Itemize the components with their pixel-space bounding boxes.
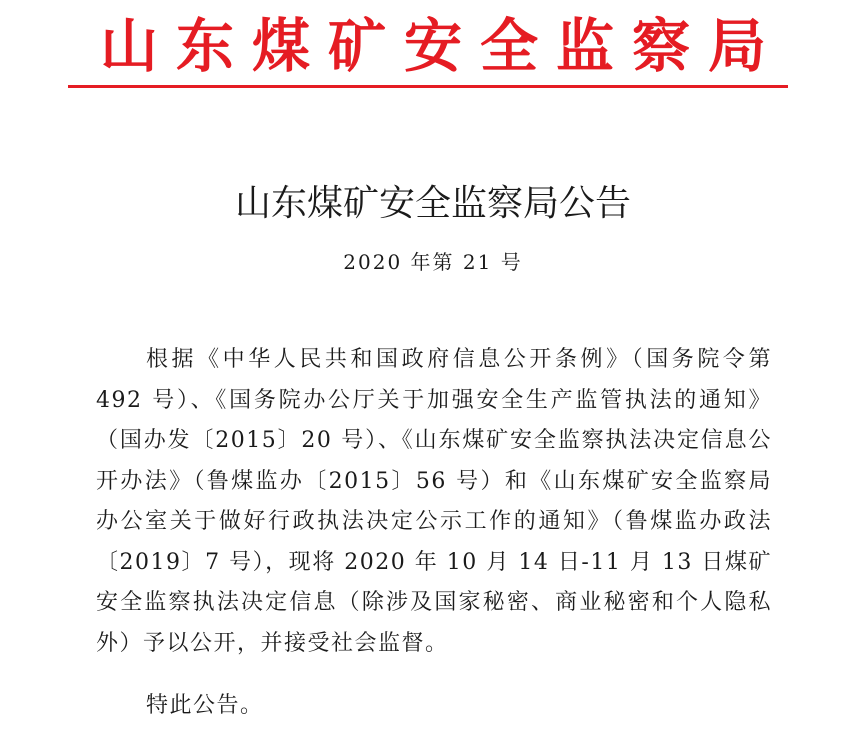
notice-body-paragraph: 根据《中华人民共和国政府信息公开条例》（国务院令第 492 号）、《国务院办公厅关于加强安全生产监管执法的通知》（国办发〔2015〕20 号）、《山东煤矿安全监察执法决定信息公开办法》（鲁煤监办〔2015〕56 号）和《山东煤矿安全监察局办公室关于做好行政执法决定公示工作的通知》（鲁煤监办政法〔2019〕7 号），现将 2020 年 10 月 14 日-11 月 13 日煤矿安全监察执法决定信息（除涉及国家秘密、商业秘密和个人隐私外）予以公开，并接受社会监督。: [96, 347, 772, 656]
notice-title: 山东煤矿安全监察局公告: [234, 183, 631, 224]
notice-closing: 特此公告。: [146, 693, 264, 718]
red-header-rule: [68, 85, 788, 88]
agency-masthead: 山东煤矿安全监察局: [99, 12, 784, 80]
notice-number: 2020 年第 21 号: [343, 250, 523, 274]
